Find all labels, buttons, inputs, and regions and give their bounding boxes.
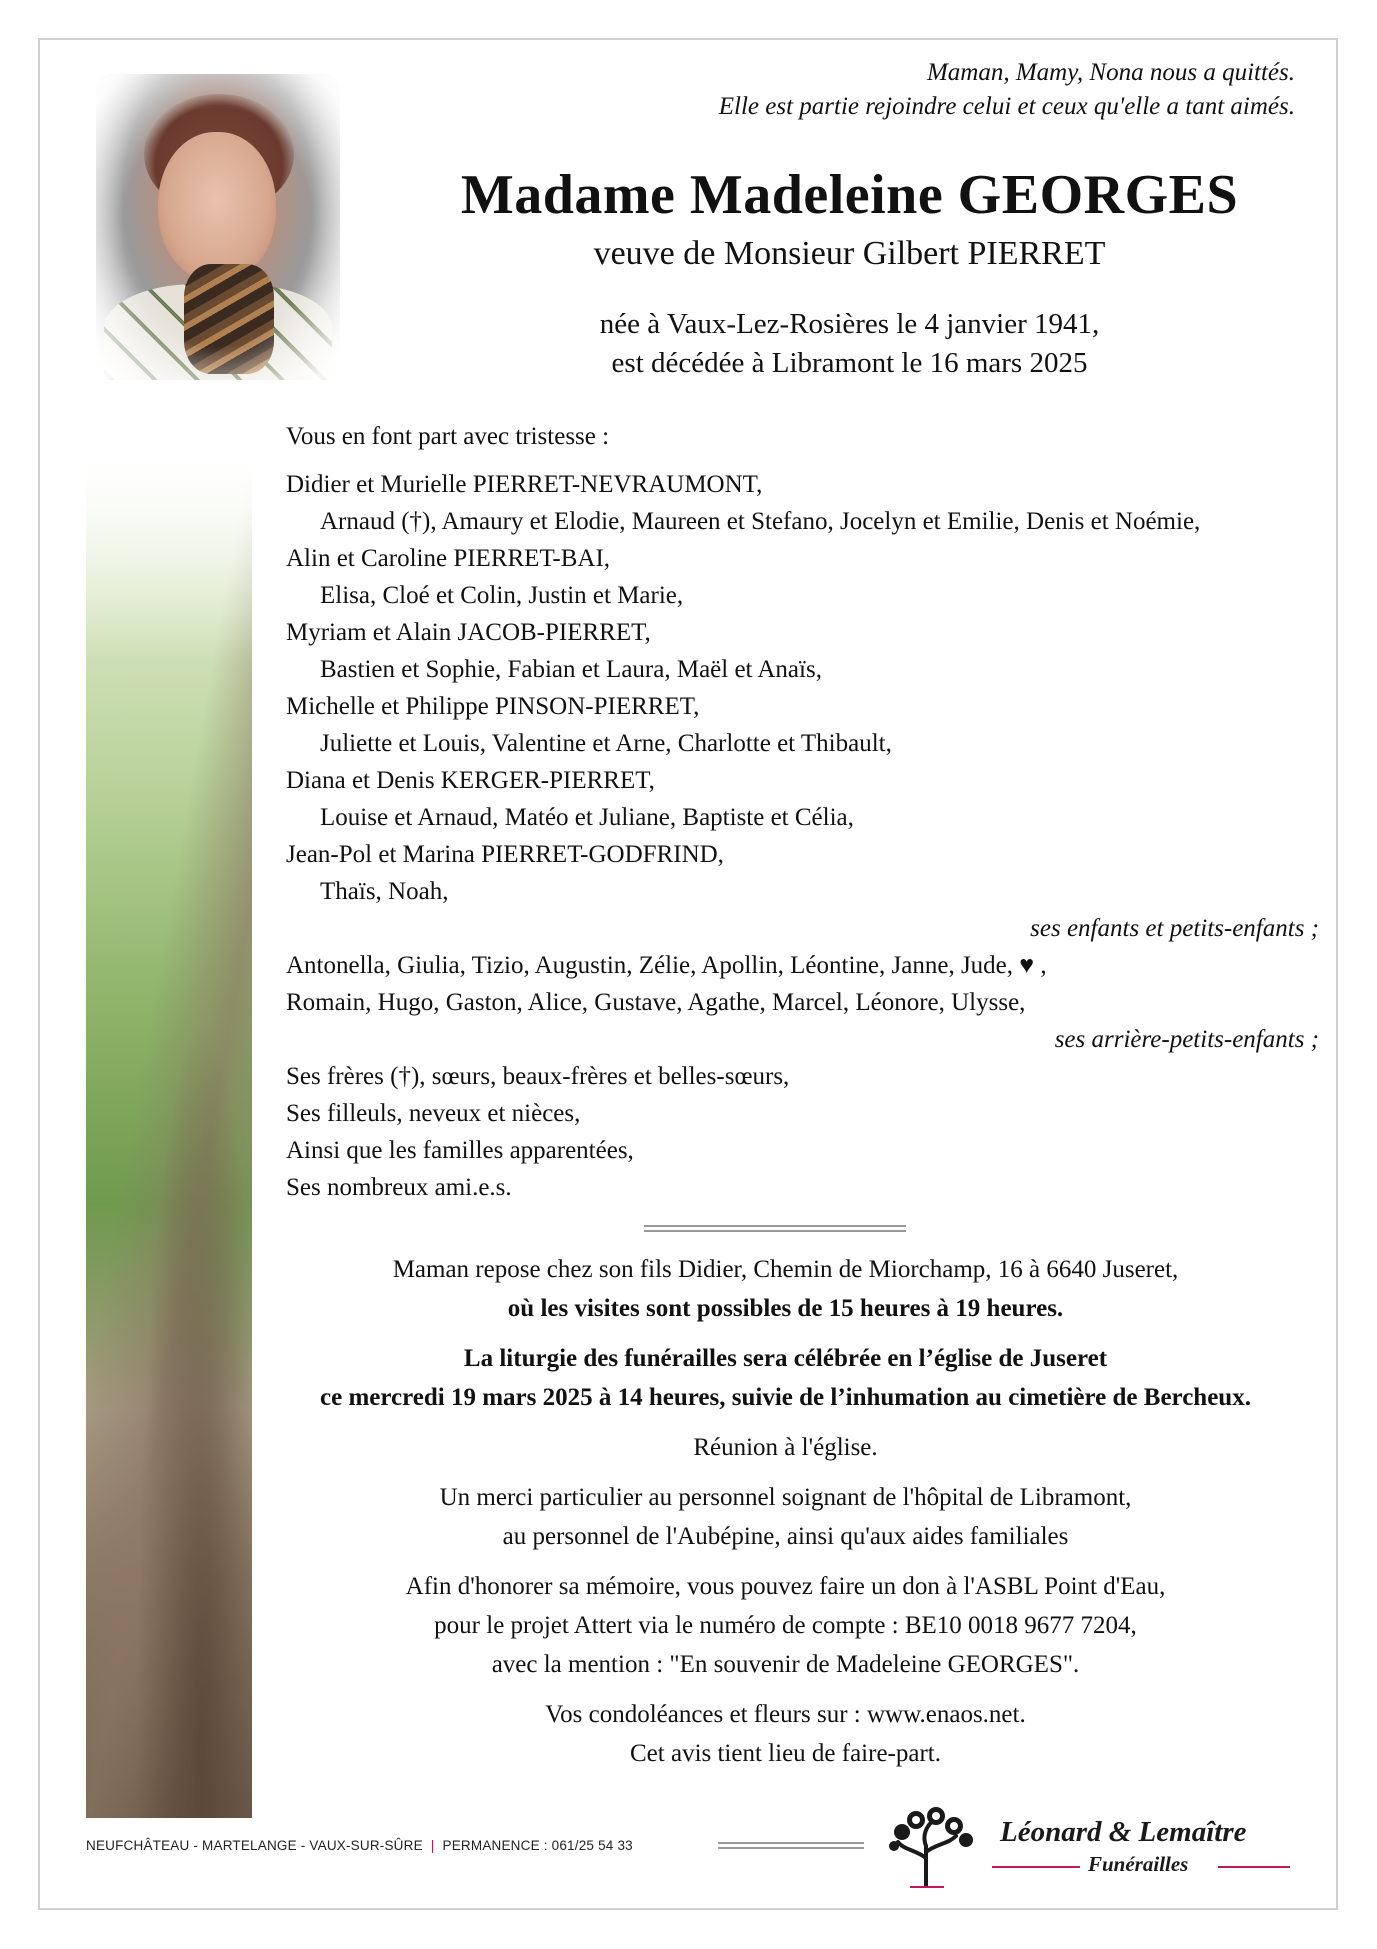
family-relation-label: ses enfants et petits-enfants ;	[1030, 915, 1319, 942]
family-line: Louise et Arnaud, Matéo et Juliane, Baptiste et Célia,	[320, 804, 854, 831]
thanks-line-1: Un merci particulier au personnel soignant de l'hôpital de Libramont,	[439, 1484, 1132, 1511]
funeral-home-subtitle: Funérailles	[1088, 1852, 1189, 1876]
family-line: Elisa, Cloé et Colin, Justin et Marie,	[320, 582, 684, 609]
condolences-line-1: Vos condoléances et fleurs sur : www.enaos.net.	[545, 1701, 1026, 1728]
family-relation-label: ses arrière-petits-enfants ;	[1054, 1026, 1319, 1053]
family-lines	[286, 466, 1319, 1206]
liturgy-line-2: ce mercredi 19 mars 2025 à 14 heures, suivie de l’inhumation au cimetière de Bercheux.	[320, 1384, 1251, 1411]
family-list	[286, 418, 1319, 1206]
meeting-info: Réunion à l'église.	[693, 1434, 878, 1461]
donation-line-3: avec la mention : "En souvenir de Madeleine GEORGES".	[491, 1651, 1080, 1678]
condolences-info	[252, 1695, 1319, 1773]
forest-path-image	[86, 456, 252, 1818]
logo-accent-line-left	[992, 1866, 1080, 1868]
thanks-info	[252, 1478, 1319, 1556]
family-line: Juliette et Louis, Valentine et Arne, Charlotte et Thibault,	[320, 730, 892, 757]
family-line: Didier et Murielle PIERRET-NEVRAUMONT,	[286, 471, 763, 498]
family-line: Ses nombreux ami.e.s.	[286, 1174, 512, 1201]
family-line: Myriam et Alain JACOB-PIERRET,	[286, 619, 651, 646]
footer-contact	[86, 1838, 633, 1853]
liturgy-info	[252, 1339, 1319, 1417]
footer-locations: NEUFCHÂTEAU - MARTELANGE - VAUX-SUR-SÛRE	[86, 1838, 423, 1853]
family-line: Romain, Hugo, Gaston, Alice, Gustave, Agathe, Marcel, Léonore, Ulysse,	[286, 989, 1026, 1016]
family-line: Alin et Caroline PIERRET-BAI,	[286, 545, 611, 572]
family-line: Diana et Denis KERGER-PIERRET,	[286, 767, 655, 794]
family-line: Ainsi que les familles apparentées,	[286, 1137, 634, 1164]
funeral-home-name: Léonard & Lemaître	[1000, 1816, 1247, 1848]
footer-separator: |	[430, 1838, 435, 1853]
family-line: Michelle et Philippe PINSON-PIERRET,	[286, 693, 700, 720]
footer-double-rule	[718, 1842, 864, 1849]
deceased-name: Madame Madeleine GEORGES	[460, 164, 1239, 226]
rest-info	[252, 1250, 1319, 1328]
condolences-line-2: Cet avis tient lieu de faire-part.	[630, 1740, 941, 1767]
thanks-line-2: au personnel de l'Aubépine, ainsi qu'aux aides familiales	[502, 1523, 1069, 1550]
widow-of: veuve de Monsieur Gilbert PIERRET	[593, 235, 1106, 272]
family-line: Bastien et Sophie, Fabian et Laura, Maël et Anaïs,	[320, 656, 822, 683]
opening-quote	[719, 56, 1295, 124]
ceremony-info	[252, 1250, 1319, 1784]
family-intro: Vous en font part avec tristesse :	[286, 423, 610, 450]
donation-line-2: pour le projet Attert via le numéro de compte : BE10 0018 9677 7204,	[434, 1612, 1137, 1639]
portrait-photo	[96, 74, 340, 380]
quote-line-2: Elle est partie rejoindre celui et ceux qu'elle a tant aimés.	[718, 93, 1295, 120]
family-line: Thaïs, Noah,	[320, 878, 449, 905]
birth-line: née à Vaux-Lez-Rosières le 4 janvier 1941,	[599, 308, 1100, 340]
family-line: Arnaud (†), Amaury et Elodie, Maureen et Stefano, Jocelyn et Emilie, Denis et Noémie,	[320, 508, 1201, 535]
rest-line-1: Maman repose chez son fils Didier, Chemin de Miorchamp, 16 à 6640 Juseret,	[392, 1256, 1179, 1283]
liturgy-line-1: La liturgie des funérailles sera célébrée en l’église de Juseret	[463, 1345, 1108, 1372]
family-line: Ses frères (†), sœurs, beaux-frères et belles-sœurs,	[286, 1063, 790, 1090]
tree-logo-icon	[886, 1806, 992, 1888]
donation-line-1: Afin d'honorer sa mémoire, vous pouvez faire un don à l'ASBL Point d'Eau,	[405, 1573, 1166, 1600]
family-line: Jean-Pol et Marina PIERRET-GODFRIND,	[286, 841, 724, 868]
footer-permanence: PERMANENCE : 061/25 54 33	[442, 1838, 633, 1853]
quote-line-1: Maman, Mamy, Nona nous a quittés.	[926, 59, 1295, 86]
donation-info	[252, 1567, 1319, 1684]
logo-accent-line-right	[1218, 1866, 1290, 1868]
double-rule-divider	[644, 1225, 906, 1232]
visit-hours: où les visites sont possibles de 15 heures à 19 heures.	[507, 1295, 1064, 1322]
family-line: Ses filleuls, neveux et nièces,	[286, 1100, 581, 1127]
birth-death-dates	[380, 305, 1319, 383]
family-line: Antonella, Giulia, Tizio, Augustin, Zélie, Apollin, Léontine, Janne, Jude, ♥ ,	[286, 952, 1047, 979]
death-line: est décédée à Libramont le 16 mars 2025	[611, 347, 1088, 379]
